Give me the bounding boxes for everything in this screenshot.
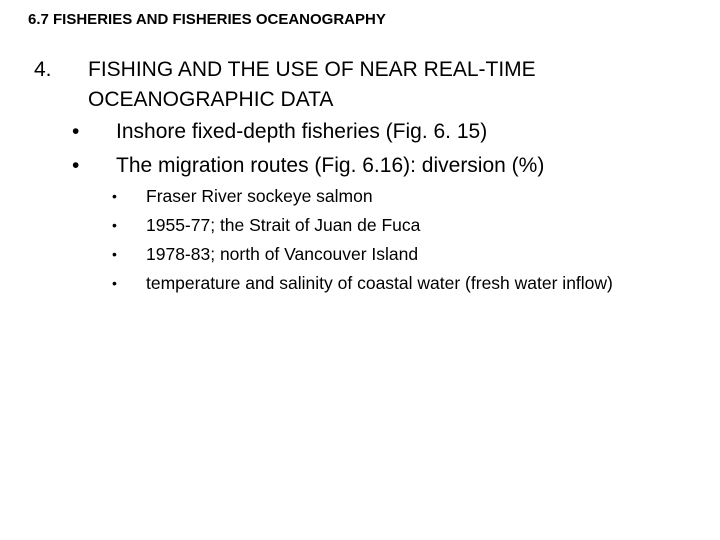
- section-heading-text: FISHING AND THE USE OF NEAR REAL-TIME OCEANOGRAPHIC DATA: [88, 58, 536, 111]
- sub-bullet-icon: •: [112, 275, 117, 291]
- section-number: 4.: [34, 58, 52, 81]
- page-title: 6.7 FISHERIES AND FISHERIES OCEANOGRAPHY: [28, 11, 386, 28]
- sub-bullet-text: Fraser River sockeye salmon: [146, 186, 373, 206]
- bullet-text: The migration routes (Fig. 6.16): diversion (%): [116, 154, 545, 177]
- bullet-icon: •: [72, 120, 80, 143]
- sub-bullet-text: temperature and salinity of coastal water (fresh water inflow): [146, 273, 613, 293]
- sub-bullet-text: 1955-77; the Strait of Juan de Fuca: [146, 215, 421, 235]
- sub-bullet-icon: •: [112, 188, 117, 204]
- bullet-icon: •: [72, 154, 80, 177]
- sub-bullet-icon: •: [112, 217, 117, 233]
- bullet-text: Inshore fixed-depth fisheries (Fig. 6. 15): [116, 120, 488, 143]
- sub-bullet-text: 1978-83; north of Vancouver Island: [146, 244, 419, 264]
- sub-bullet-icon: •: [112, 246, 117, 262]
